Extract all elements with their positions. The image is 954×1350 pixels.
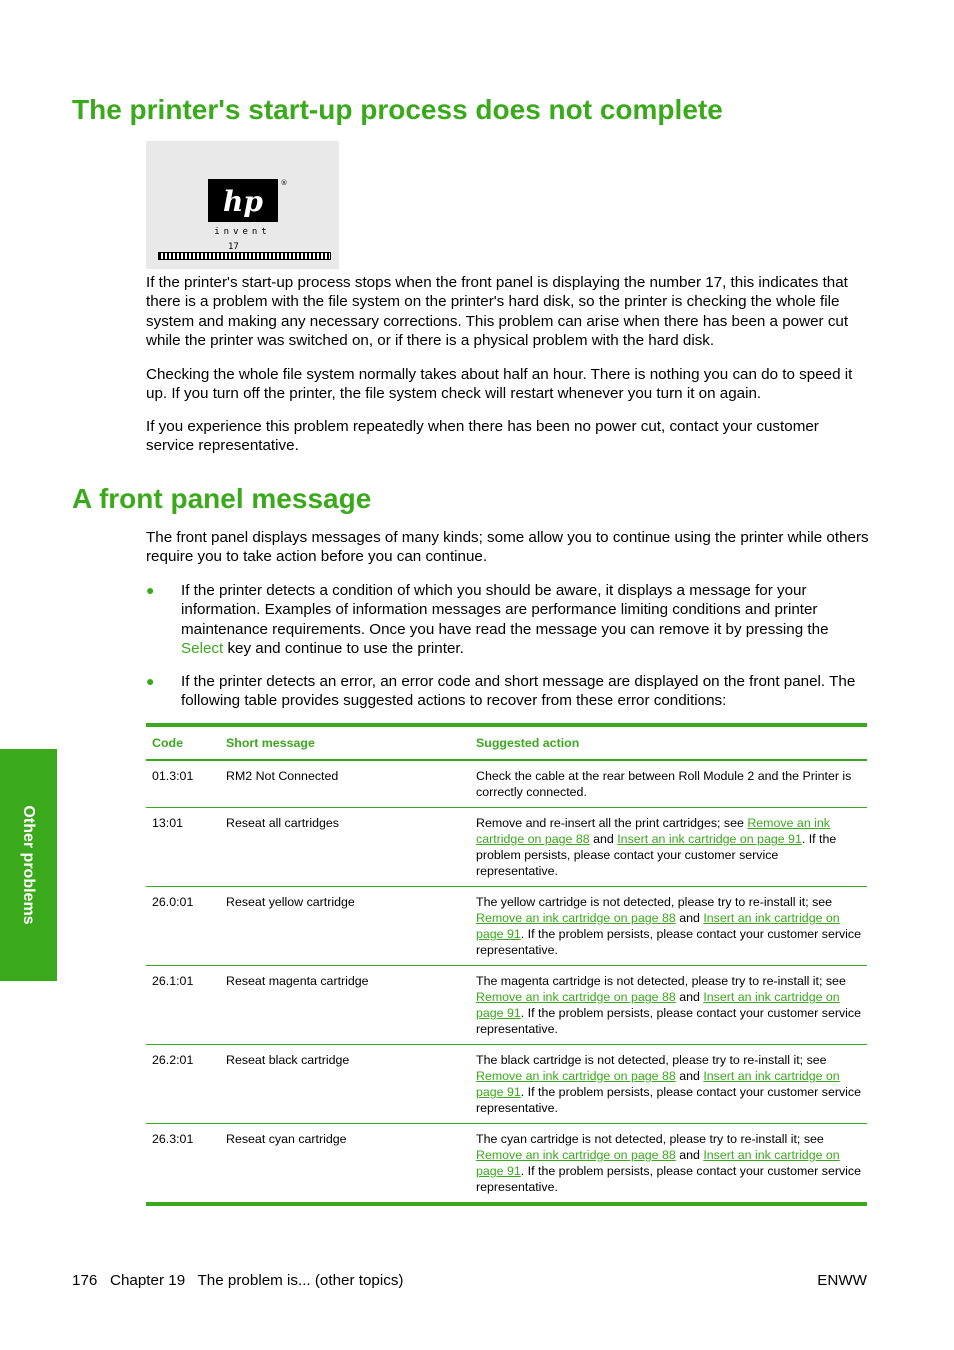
cell-code: 26.3:01 bbox=[152, 1132, 194, 1146]
select-key-label: Select bbox=[181, 640, 224, 658]
bullet-text: If the printer detects an error, an error code and short message are displayed on the front panel. The following table provides suggested actions to recover from these error conditions: bbox=[181, 673, 856, 710]
cell-short-message: RM2 Not Connected bbox=[220, 760, 470, 808]
cell-code: 13:01 bbox=[146, 808, 220, 887]
list-item bbox=[146, 672, 870, 711]
error-code-table bbox=[146, 723, 867, 1206]
column-header-short-message: Short message bbox=[220, 725, 470, 760]
cell-short-message: Reseat yellow cartridge bbox=[220, 887, 470, 966]
table-row bbox=[146, 760, 867, 808]
cell-code: 26.1:01 bbox=[146, 966, 220, 1045]
table-row bbox=[146, 1124, 867, 1205]
link-remove-ink-cartridge[interactable]: Remove an ink cartridge on page 88 bbox=[476, 990, 676, 1004]
link-insert-ink-cartridge[interactable]: Insert an ink cartridge on page 91 bbox=[476, 1069, 840, 1099]
cell-suggested-action: Remove and re-insert all the print cartridges; see Remove an ink cartridge on page 88 and Insert an ink cartridge on page 91. If the problem persists, please contact your customer service representative. bbox=[470, 808, 867, 887]
cell-suggested-action: The black cartridge is not detected, please try to re-install it; see Remove an ink cartridge on page 88 and Insert an ink cartridge on page 91. If the problem persists, please contact your customer service representative. bbox=[470, 1045, 867, 1124]
link-insert-ink-cartridge[interactable]: Insert an ink cartridge on page 91 bbox=[476, 990, 840, 1020]
paragraph-front-panel-intro: The front panel displays messages of many kinds; some allow you to continue using the printer while others require you to take action before you can continue. bbox=[146, 529, 869, 566]
table-row bbox=[146, 808, 867, 887]
progress-bar-fill bbox=[159, 253, 330, 259]
bullet-text: If the printer detects a condition of which you should be aware, it displays a message for your information. Examples of information messages are performance limiting conditions and printer maintenance requirements. Once you have read the message you can remove it by pressing the bbox=[181, 582, 829, 638]
bullet-icon: ● bbox=[146, 582, 155, 598]
list-item bbox=[146, 581, 870, 659]
table-row bbox=[146, 887, 867, 966]
cell-short-message: Reseat black cartridge bbox=[220, 1045, 470, 1124]
footer-page-info: 176 Chapter 19 The problem is... (other topics) bbox=[72, 1272, 404, 1289]
paragraph-startup-contact: If you experience this problem repeatedly when there has been no power cut, contact your customer service representative. bbox=[146, 418, 819, 455]
table-header-row bbox=[146, 725, 867, 760]
bullet-icon: ● bbox=[146, 673, 155, 689]
front-panel-image bbox=[146, 141, 339, 269]
hp-logo-text: hp bbox=[223, 185, 263, 218]
column-header-suggested-action: Suggested action bbox=[470, 725, 867, 760]
link-remove-ink-cartridge[interactable]: Remove an ink cartridge on page 88 bbox=[476, 816, 830, 846]
registered-mark: ® bbox=[280, 179, 288, 187]
cell-suggested-action: The magenta cartridge is not detected, please try to re-install it; see Remove an ink cartridge on page 88 and Insert an ink cartridge on page 91. If the problem persists, please contact your customer service representative. bbox=[470, 966, 867, 1045]
cell-short-message: Reseat magenta cartridge bbox=[220, 966, 470, 1045]
paragraph-startup-duration: Checking the whole file system normally takes about half an hour. There is nothing you can do to speed it up. If you turn off the printer, the file system check will restart whenever you turn it on again. bbox=[146, 366, 853, 403]
panel-number: 17 bbox=[228, 242, 239, 252]
table-row bbox=[146, 966, 867, 1045]
cell-code: 26.2:01 bbox=[146, 1045, 220, 1124]
table-row bbox=[146, 1045, 867, 1124]
progress-bar bbox=[158, 252, 331, 260]
cell-code: 01.3:01 bbox=[146, 760, 220, 808]
link-remove-ink-cartridge[interactable]: Remove an ink cartridge on page 88 bbox=[476, 911, 676, 925]
chapter-side-tab bbox=[0, 749, 57, 981]
column-header-code: Code bbox=[146, 725, 220, 760]
side-tab-label: Other problems bbox=[20, 805, 37, 925]
hp-logo-icon bbox=[208, 178, 288, 228]
cell-short-message: Reseat cyan cartridge bbox=[226, 1132, 347, 1146]
link-insert-ink-cartridge[interactable]: Insert an ink cartridge on page 91 bbox=[476, 1148, 840, 1178]
section-heading-startup: The printer's start-up process does not complete bbox=[72, 94, 723, 125]
invent-text: invent bbox=[214, 227, 271, 237]
bullet-text: key and continue to use the printer. bbox=[223, 640, 464, 658]
cell-suggested-action: The cyan cartridge is not detected, please try to re-install it; see Remove an ink cartridge on page 88 and Insert an ink cartridge on page 91. If the problem persists, please contact your customer service representative. bbox=[476, 1132, 861, 1194]
link-insert-ink-cartridge[interactable]: Insert an ink cartridge on page 91 bbox=[476, 911, 840, 941]
cell-short-message: Reseat all cartridges bbox=[220, 808, 470, 887]
cell-suggested-action: The yellow cartridge is not detected, please try to re-install it; see Remove an ink cartridge on page 88 and Insert an ink cartridge on page 91. If the problem persists, please contact your customer service representative. bbox=[470, 887, 867, 966]
section-heading-front-panel: A front panel message bbox=[72, 483, 372, 514]
paragraph-startup-cause: If the printer's start-up process stops when the front panel is displaying the number 17, this indicates that there is a problem with the file system on the printer's hard disk, so the printer is checking the whole file system and making any necessary corrections. This problem can arise when there has been a power cut while the printer was switched on, or if there is a physical problem with the hard disk. bbox=[146, 274, 849, 350]
cell-suggested-action: Check the cable at the rear between Roll Module 2 and the Printer is correctly connected. bbox=[470, 760, 867, 808]
footer-edition: ENWW bbox=[817, 1272, 867, 1289]
link-remove-ink-cartridge[interactable]: Remove an ink cartridge on page 88 bbox=[476, 1148, 676, 1162]
link-insert-ink-cartridge[interactable]: Insert an ink cartridge on page 91 bbox=[617, 832, 802, 846]
link-remove-ink-cartridge[interactable]: Remove an ink cartridge on page 88 bbox=[476, 1069, 676, 1083]
cell-code: 26.0:01 bbox=[146, 887, 220, 966]
